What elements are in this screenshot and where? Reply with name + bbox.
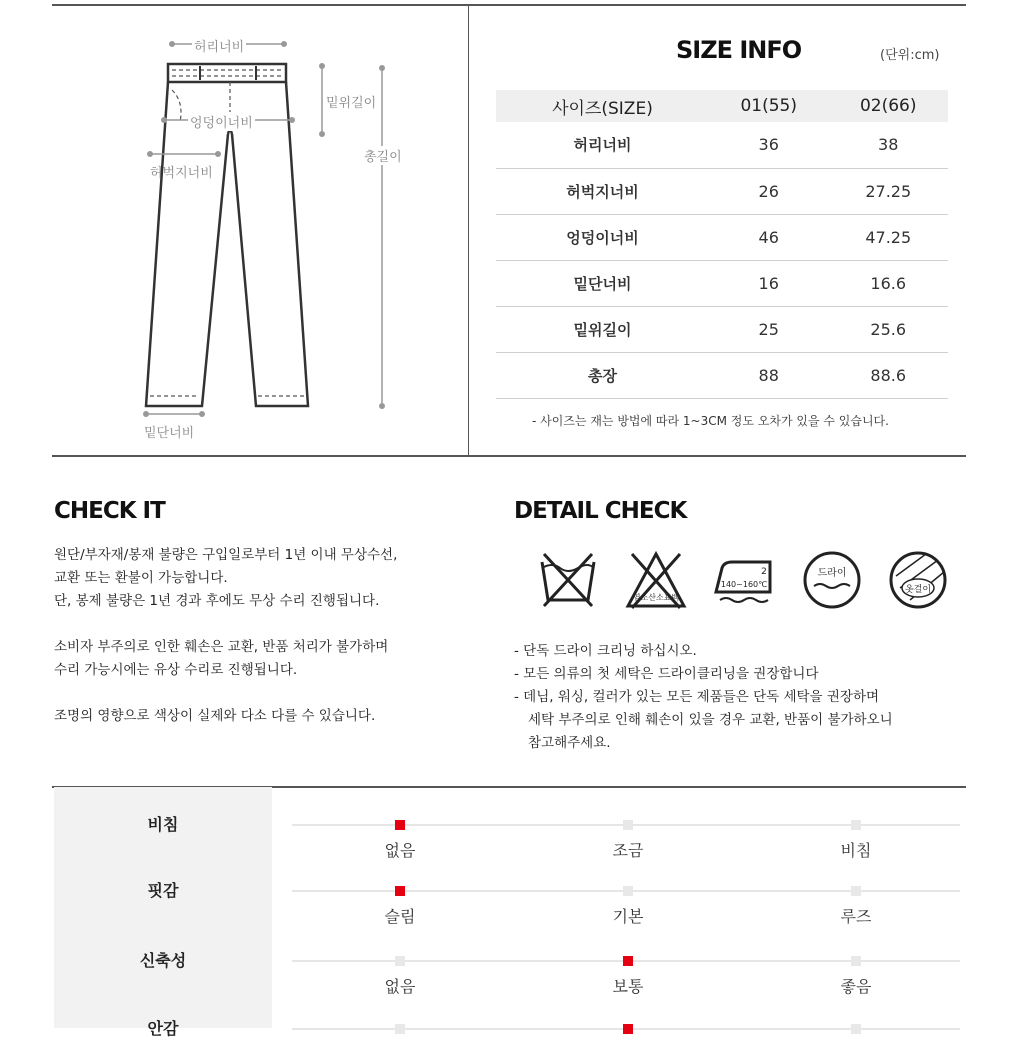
table-row <box>496 168 948 214</box>
detail-line: - 모든 의류의 첫 세탁은 드라이클리닝을 권장합니다 <box>514 666 819 682</box>
option-marker <box>851 956 861 966</box>
selected-marker <box>395 886 405 896</box>
header-cell: 01(55) <box>709 90 829 122</box>
header-cell: 사이즈(SIZE) <box>496 90 709 122</box>
hanger-icon <box>886 548 950 612</box>
size-value: 26 <box>709 168 829 214</box>
detail-line: 세탁 부주의로 인해 훼손이 있을 경우 교환, 반품이 불가하오니 <box>528 712 893 728</box>
total-length-label: 총길이 <box>362 146 404 165</box>
size-value: 88.6 <box>828 352 948 398</box>
evaluation-label: 핏감 <box>147 881 179 900</box>
evaluation-option: 좋음 <box>840 977 872 996</box>
option-marker <box>395 956 405 966</box>
dry-text: 드라이 <box>817 568 847 579</box>
section-divider <box>468 4 469 456</box>
evaluation-option: 보통 <box>612 977 644 996</box>
evaluation-option: 없음 <box>384 841 416 860</box>
size-value: 16.6 <box>828 260 948 306</box>
bleach-text: 염소산소표백 <box>632 593 680 602</box>
evaluation-label: 안감 <box>147 1019 179 1038</box>
option-marker <box>851 1024 861 1034</box>
row-label: 허리너비 <box>496 122 709 168</box>
check-line: 수리 가능시에는 유상 수리로 진행됩니다. <box>54 662 298 678</box>
size-value: 36 <box>709 122 829 168</box>
detail-line: - 단독 드라이 크리닝 하십시오. <box>514 643 697 659</box>
selected-marker <box>623 1024 633 1034</box>
iron-icon <box>712 548 776 612</box>
check-line: 조명의 영향으로 색상이 실제와 다소 다를 수 있습니다. <box>54 708 376 724</box>
hip-label: 엉덩이너비 <box>188 112 255 131</box>
check-it-text <box>54 544 464 728</box>
row-label: 허벅지너비 <box>496 168 709 214</box>
header-cell: 02(66) <box>828 90 948 122</box>
table-row <box>496 214 948 260</box>
check-line: 교환 또는 환불이 가능합니다. <box>54 570 228 586</box>
check-line: 원단/부자재/봉재 불량은 구입일로부터 1년 이내 무상수선, <box>54 547 398 563</box>
size-value: 25 <box>709 306 829 352</box>
option-marker <box>395 1024 405 1034</box>
selected-marker <box>395 820 405 830</box>
evaluation-option: 슬림 <box>384 907 416 926</box>
option-marker <box>851 820 861 830</box>
waist-label: 허리너비 <box>192 36 246 55</box>
dry-clean-icon <box>800 548 864 612</box>
iron-temperature: 140~160℃ <box>720 580 768 589</box>
size-value: 16 <box>709 260 829 306</box>
option-marker <box>623 886 633 896</box>
hem-label: 밑단너비 <box>144 426 195 441</box>
size-info-title: SIZE INFO <box>676 36 802 64</box>
row-label: 밑위길이 <box>496 306 709 352</box>
no-bleach-icon <box>624 548 688 612</box>
thigh-label: 허벅지너비 <box>150 166 213 181</box>
no-wash-icon <box>536 548 600 612</box>
detail-check-title: DETAIL CHECK <box>514 498 687 524</box>
detail-line: 참고해주세요. <box>528 735 611 751</box>
size-value: 38 <box>828 122 948 168</box>
evaluation-option: 없음 <box>384 977 416 996</box>
evaluation-label: 비침 <box>147 815 179 834</box>
size-table <box>496 90 948 399</box>
detail-line: - 데님, 워싱, 컬러가 있는 모든 제품들은 단독 세탁을 권장하며 <box>514 689 880 705</box>
size-table-header <box>496 90 948 122</box>
mid-rule <box>52 455 966 457</box>
table-row <box>496 260 948 306</box>
table-row <box>496 306 948 352</box>
evaluation-option: 기본 <box>612 907 644 926</box>
hanger-text: 옷걸이 <box>904 585 932 595</box>
care-icons <box>536 548 956 618</box>
row-label: 총장 <box>496 352 709 398</box>
top-rule <box>52 4 966 6</box>
option-marker <box>623 820 633 830</box>
size-value: 27.25 <box>828 168 948 214</box>
size-value: 46 <box>709 214 829 260</box>
size-value: 47.25 <box>828 214 948 260</box>
check-line: 소비자 부주의로 인한 훼손은 교환, 반품 처리가 불가하며 <box>54 639 389 655</box>
iron-number: 2 <box>761 567 767 577</box>
size-value: 25.6 <box>828 306 948 352</box>
evaluation-option: 비침 <box>840 841 872 860</box>
evaluation-label: 신축성 <box>139 951 187 970</box>
rise-label: 밑위길이 <box>326 96 377 111</box>
selected-marker <box>623 956 633 966</box>
table-row <box>496 352 948 398</box>
row-label: 밑단너비 <box>496 260 709 306</box>
evaluation-option: 조금 <box>612 841 644 860</box>
size-unit: (단위:cm) <box>880 48 940 63</box>
size-value: 88 <box>709 352 829 398</box>
size-note: - 사이즈는 재는 방법에 따라 1~3CM 정도 오차가 있을 수 있습니다. <box>532 414 889 428</box>
row-label: 엉덩이너비 <box>496 214 709 260</box>
check-line: 단, 봉제 불량은 1년 경과 후에도 무상 수리 진행됩니다. <box>54 593 380 609</box>
pants-measurement-diagram <box>120 30 420 450</box>
detail-check-text <box>514 640 964 755</box>
evaluation-option: 루즈 <box>840 907 872 926</box>
check-it-title: CHECK IT <box>54 498 165 524</box>
option-marker <box>851 886 861 896</box>
table-row <box>496 122 948 168</box>
